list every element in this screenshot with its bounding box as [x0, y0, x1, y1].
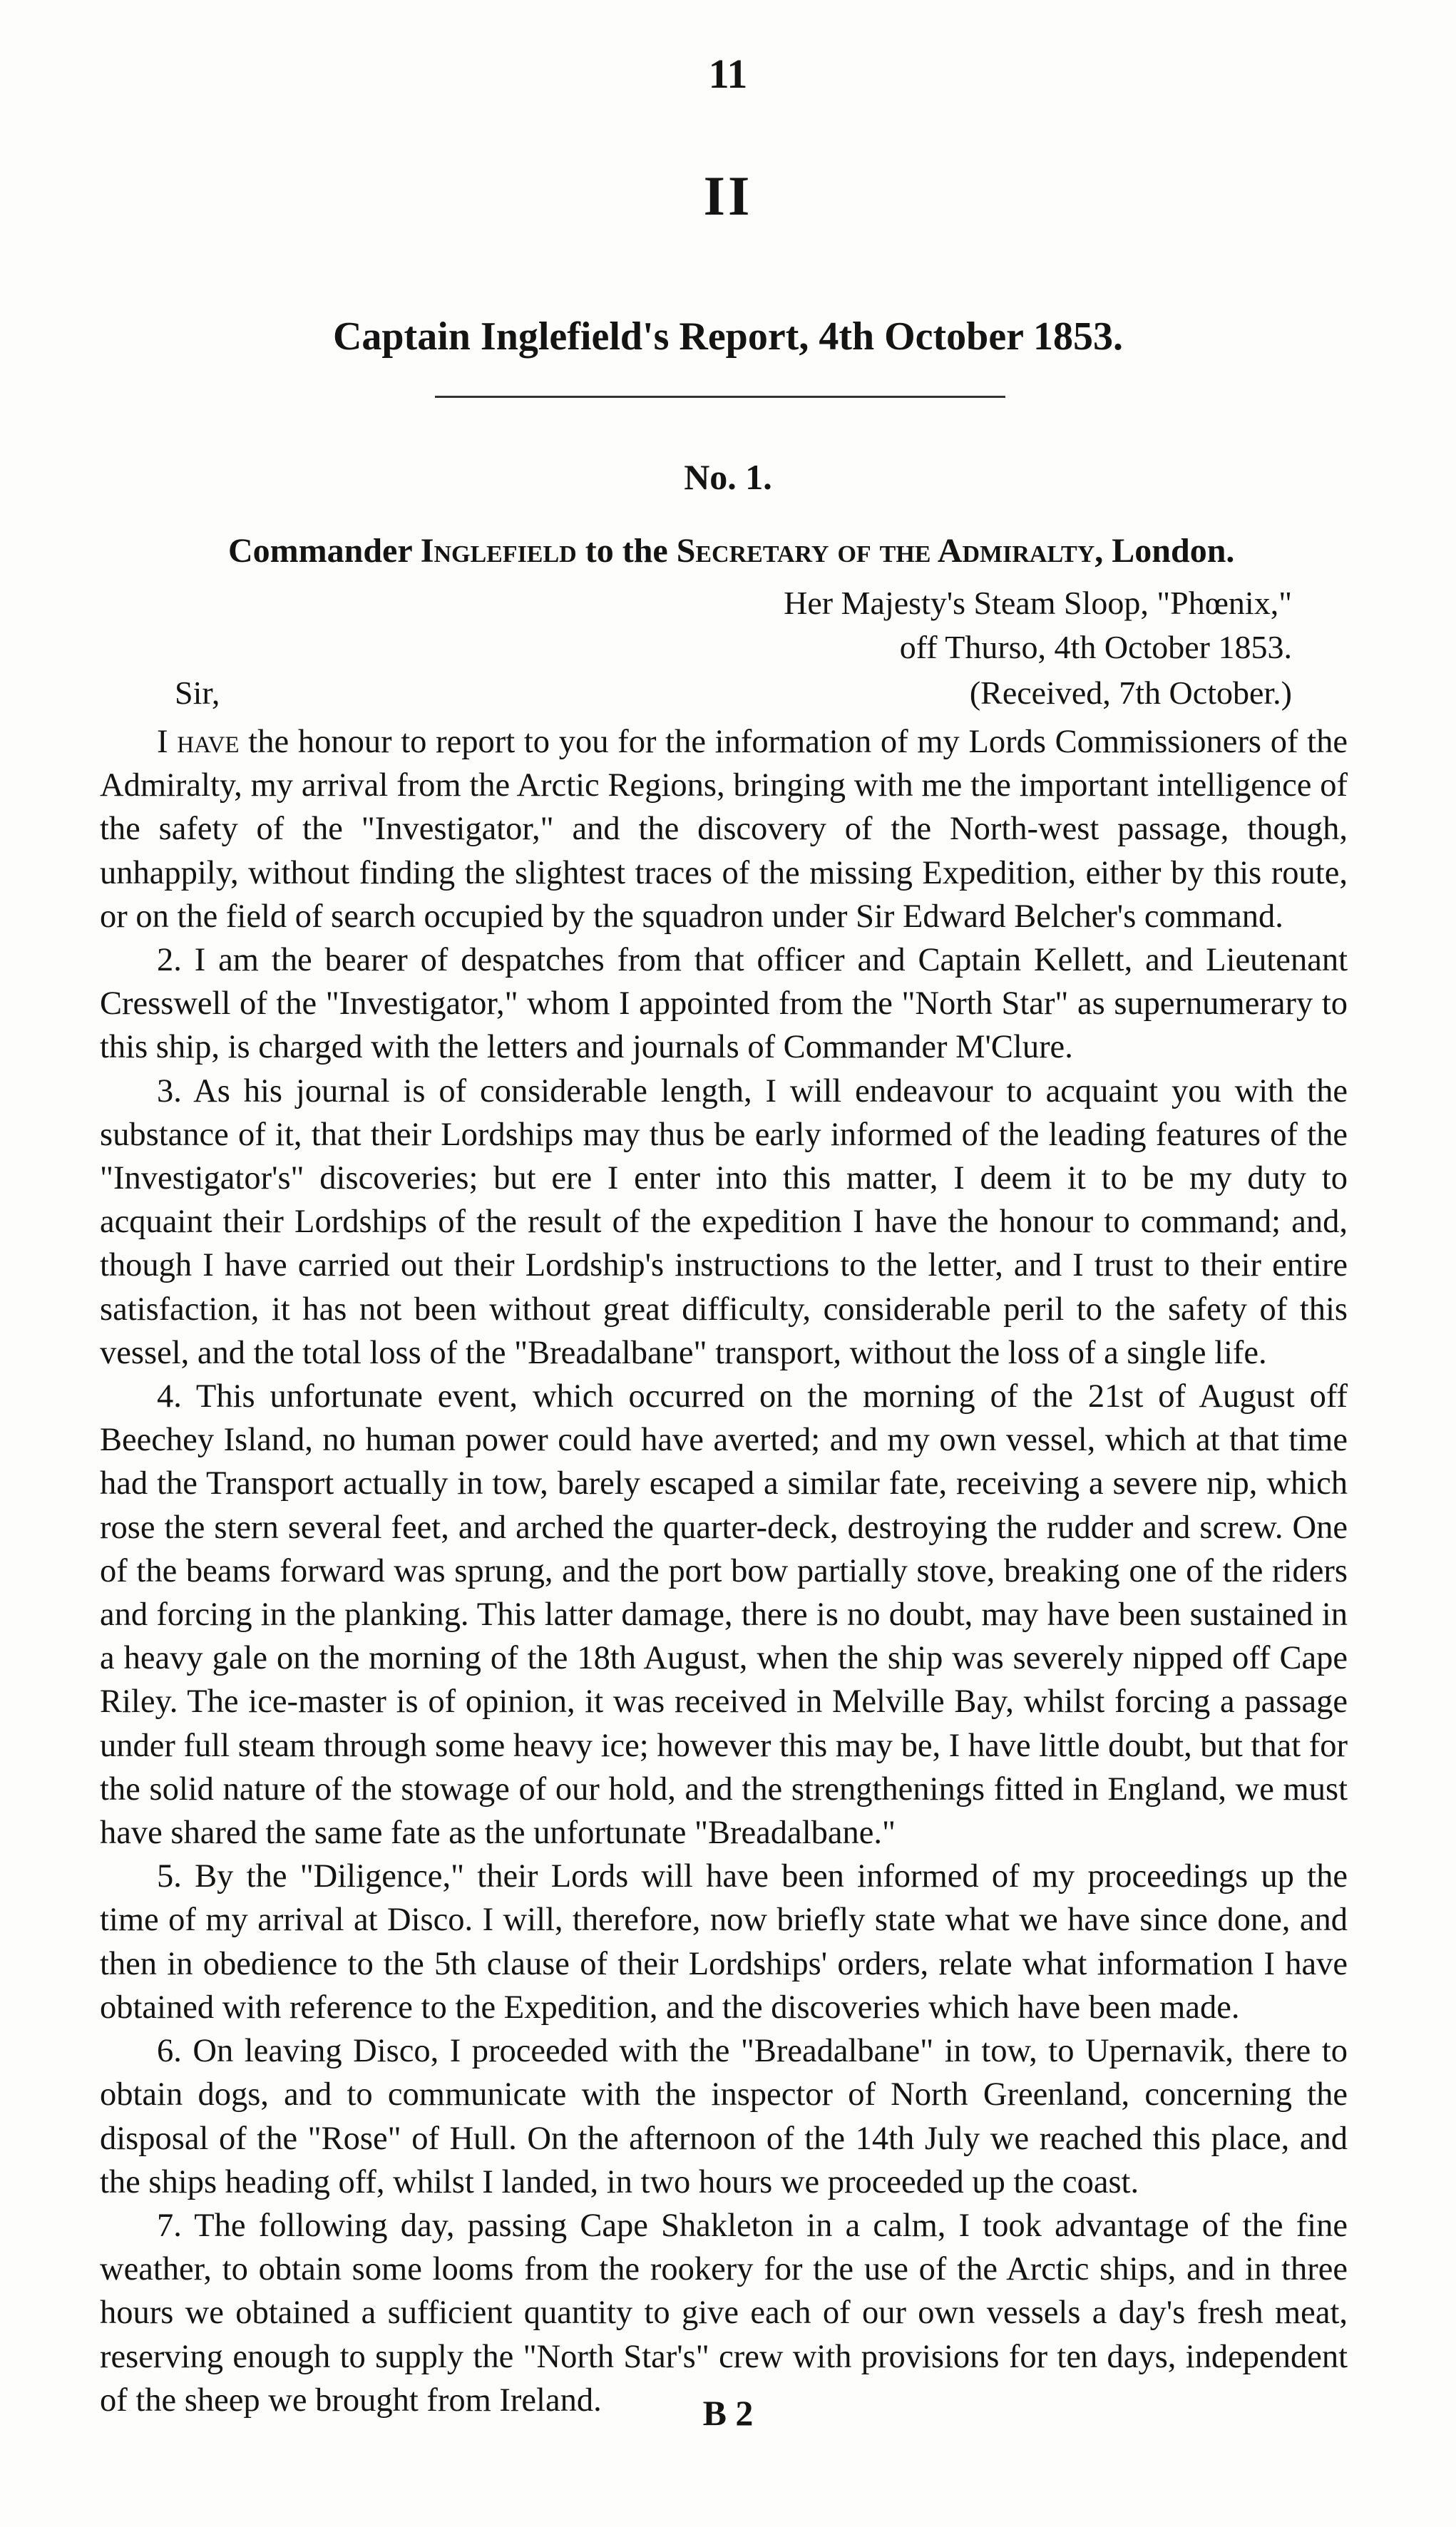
paragraph-text: 7. The following day, passing Cape Shakleton in a calm, I took advantage of the fine weather, to obtain some looms from the rookery for the use of the Arctic ships, and in three hours we obtained a sufficient quantity to give each of our own vessels a day's fresh meat, reserving enough to supply the "North Star's" crew with provisions for ten days, independent of the sheep we brought from Ireland. — [100, 2207, 1348, 2419]
section-number: II — [703, 165, 753, 227]
paragraph-text: 5. By the "Diligence," their Lords will have been informed of my proceedings up the time of my arrival at Disco. I will, therefore, now briefly state what we have since done, and then in obedience to the 5th clause of their Lordships' orders, relate what information I have obtained with reference to the Expedition, and the discoveries which have been made. — [100, 1858, 1348, 2026]
paragraph — [100, 1855, 1348, 2029]
paragraph — [100, 2204, 1348, 2422]
heading-middle: to the — [585, 532, 668, 570]
heading-suffix: , London. — [1094, 532, 1235, 570]
paragraph-text: 6. On leaving Disco, I proceeded with the "Breadalbane" in tow, to Upernavik, there to obtain dogs, and to communicate with the inspector of North Greenland, concerning the disposal of the "Rose" of Hull. On the afternoon of the 14th July we reached this place, and the ships heading off, whilst I landed, in two hours we proceeded up the coast. — [100, 2033, 1348, 2200]
letter-heading — [228, 531, 1355, 570]
heading-prefix: Commander — [228, 532, 412, 570]
document-number: No. 1. — [684, 457, 772, 497]
paragraph-text: 2. I am the bearer of despatches from that officer and Captain Kellett, and Lieutenant Cresswell of the "Investigator," whom I appointed from the "North Star" as supernumerary to this ship, is charged with the letters and journals of Commander M'Clure. — [100, 942, 1348, 1066]
letter-body — [100, 720, 1348, 2422]
signature-mark: B 2 — [702, 2393, 754, 2433]
paragraph — [100, 1375, 1348, 1855]
report-title: Captain Inglefield's Report, 4th October 1853. — [332, 314, 1124, 359]
paragraph — [100, 938, 1348, 1070]
paragraph — [100, 1070, 1348, 1375]
received-date: (Received, 7th October.) — [969, 675, 1292, 711]
paragraph — [100, 2029, 1348, 2204]
dateline — [784, 581, 1292, 670]
dateline-place-date: off Thurso, 4th October 1853. — [899, 629, 1292, 665]
page-number: 11 — [708, 51, 748, 97]
dateline-ship: Her Majesty's Steam Sloop, "Phœnix," — [784, 585, 1292, 621]
salutation: Sir, — [175, 675, 220, 711]
paragraph — [100, 720, 1348, 938]
heading-recipient: Secretary of the Admiralty — [676, 532, 1095, 570]
paragraph-text: 4. This unfortunate event, which occurred on the morning of the 21st of August off Beechey Island, no human power could have averted; and my own vessel, which at that time had the Transport actually in tow, barely escaped a similar fate, receiving a severe nip, which rose the stern several feet, and arched the quarter-deck, destroying the rudder and screw. One of the beams forward was sprung, and the port bow partially stove, breaking one of the riders and forcing in the planking. This latter damage, there is no doubt, may have been sustained in a heavy gale on the morning of the 18th August, when the ship was severely nipped off Cape Riley. The ice-master is of opinion, it was received in Melville Bay, whilst forcing a passage under full steam through some heavy ice; however this may be, I have little doubt, but that for the solid nature of the stowage of our hold, and the strengthenings fitted in England, we must have shared the same fate as the unfortunate "Breadalbane." — [100, 1378, 1348, 1852]
paragraph-lead: I have — [157, 724, 240, 760]
heading-name: Inglefield — [420, 532, 577, 570]
paragraph-text: the honour to report to you for the information of my Lords Commissioners of the Admiralty, my arrival from the Arctic Regions, bringing with me the important intelligence of the safety of the "Investigator," and the discovery of the North-west passage, though, unhappily, without finding the slightest traces of the missing Expedition, either by this route, or on the field of search occupied by the squadron under Sir Edward Belcher's command. — [100, 724, 1348, 935]
title-rule — [435, 396, 1005, 398]
paragraph-text: 3. As his journal is of considerable length, I will endeavour to acquaint you with the substance of it, that their Lordships may thus be early informed of the leading features of the "Investigator's" discoveries; but ere I enter into this matter, I deem it to be my duty to acquaint their Lordships of the result of the expedition I have the honour to command; and, though I have carried out their Lordship's instructions to the letter, and I trust to their entire satisfaction, it has not been without great difficulty, considerable peril to the safety of this vessel, and the total loss of the "Breadalbane" transport, without the loss of a single life. — [100, 1072, 1348, 1371]
